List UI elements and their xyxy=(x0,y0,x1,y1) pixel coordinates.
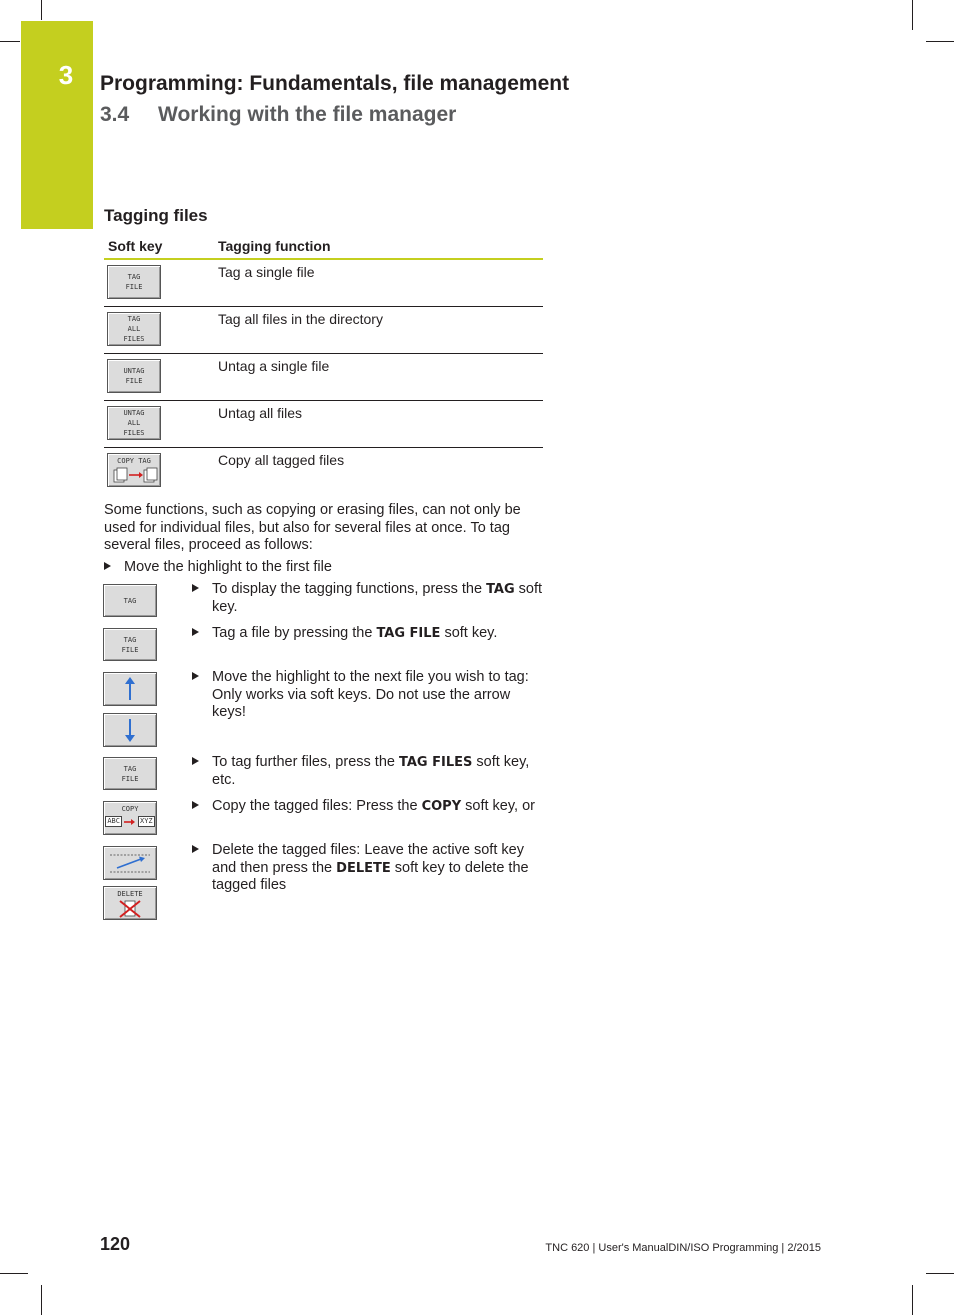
bullet-icon xyxy=(104,559,121,577)
active-softkey[interactable] xyxy=(103,846,157,880)
intro-paragraph: Some functions, such as copying or erasing files, can not only be used for individual files, but also for several files at once. To tag several files, proceed as follows: xyxy=(104,502,521,553)
page-number: 120 xyxy=(100,1234,131,1254)
softkey-label: TAG xyxy=(123,764,137,773)
tag-file-softkey[interactable] xyxy=(107,265,161,299)
softkey-label: TAG xyxy=(123,635,137,644)
arrow-up-icon xyxy=(123,676,137,702)
bullet-icon xyxy=(192,669,209,687)
table-row xyxy=(104,448,543,495)
step-text: Delete the tagged files: Leave the active soft key and then press the DELETE soft key to delete the tagged files xyxy=(212,842,529,893)
tag-file-softkey[interactable] xyxy=(103,628,157,661)
copy-source-label: ABC xyxy=(107,817,120,825)
copy-target-label: XYZ xyxy=(140,817,153,825)
arrow-down-icon xyxy=(123,717,137,743)
softkey-label: FILES xyxy=(123,429,145,437)
arrow-up-softkey[interactable] xyxy=(103,672,157,706)
tag-all-files-softkey[interactable] xyxy=(107,312,161,346)
softkey-label: ALL xyxy=(127,419,141,427)
table-row xyxy=(104,401,543,448)
table-row xyxy=(104,354,543,401)
softkey-label: FILES xyxy=(123,335,145,343)
copy-softkey[interactable] xyxy=(103,801,157,835)
softkey-label: UNTAG xyxy=(123,409,145,417)
function-text: Tag all files in the directory xyxy=(218,311,383,327)
softkey-label: DELETE xyxy=(117,890,143,898)
bullet-icon xyxy=(192,581,209,599)
untag-all-files-softkey[interactable] xyxy=(107,406,161,440)
step-text: To display the tagging functions, press the TAG soft key. xyxy=(212,581,543,615)
copy-files-icon xyxy=(105,816,154,827)
function-text: Untag all files xyxy=(218,405,303,421)
bullet-icon xyxy=(192,625,209,643)
chapter-tab xyxy=(21,21,93,229)
crop-mark xyxy=(926,41,954,42)
table-row xyxy=(104,260,543,307)
softkey-label: TAG xyxy=(127,273,141,281)
crop-mark xyxy=(41,1285,42,1315)
copy-tag-softkey[interactable] xyxy=(107,453,161,487)
softkey-label: TAG xyxy=(123,596,137,605)
section-heading: Tagging files xyxy=(104,206,208,225)
function-text: Untag a single file xyxy=(218,358,330,374)
step-text: To tag further files, press the TAG FILES soft key, etc. xyxy=(212,754,530,788)
tag-file-softkey[interactable] xyxy=(103,757,157,790)
arrow-right-icon xyxy=(124,818,136,826)
chapter-number: 3 xyxy=(58,60,74,90)
bullet-icon xyxy=(192,842,209,860)
softkey-label: FILE xyxy=(125,377,143,385)
softkey-label: ALL xyxy=(127,325,141,333)
softkey-label: FILE xyxy=(121,645,139,654)
step-text: Move the highlight to the next file you wish to tag: Only works via soft keys. Do not use the arrow keys! xyxy=(212,669,529,720)
crop-mark xyxy=(41,0,42,20)
softkey-label: FILE xyxy=(121,774,139,783)
bullet-icon xyxy=(192,754,209,772)
softkey-label: TAG xyxy=(127,315,141,323)
footer-text: TNC 620 | User's ManualDIN/ISO Programming | 2/2015 xyxy=(545,1242,821,1254)
delete-file-icon xyxy=(117,899,143,919)
bullet-icon xyxy=(192,798,209,816)
arrow-down-softkey[interactable] xyxy=(103,713,157,747)
function-text: Tag a single file xyxy=(218,264,315,280)
copy-files-icon xyxy=(110,466,158,484)
step-text: Copy the tagged files: Press the COPY soft key, or xyxy=(212,798,535,814)
section-number: 3.4 xyxy=(100,103,130,126)
crop-mark xyxy=(912,0,913,30)
delete-softkey[interactable] xyxy=(103,886,157,920)
softkey-label: FILE xyxy=(125,283,143,291)
untag-file-softkey[interactable] xyxy=(107,359,161,393)
crop-mark xyxy=(0,1273,28,1274)
section-title xyxy=(100,103,456,127)
section-title-text: Working with the file manager xyxy=(158,103,457,126)
chapter-title: Programming: Fundamentals, file management xyxy=(100,72,570,95)
col-softkey: Soft key xyxy=(108,238,163,254)
step-text: Tag a file by pressing the TAG FILE soft key. xyxy=(212,625,498,641)
softkey-label: COPY xyxy=(121,805,139,813)
table-header xyxy=(104,236,543,260)
crop-mark xyxy=(926,1273,954,1274)
highlight-lines-icon xyxy=(107,850,153,876)
table-row xyxy=(104,307,543,354)
col-function: Tagging function xyxy=(218,238,331,254)
crop-mark xyxy=(912,1285,913,1315)
softkey-table xyxy=(104,236,543,495)
tag-softkey[interactable] xyxy=(103,584,157,617)
step-text: Move the highlight to the first file xyxy=(124,559,332,575)
softkey-label: COPY TAG xyxy=(117,457,151,465)
function-text: Copy all tagged files xyxy=(218,452,345,468)
softkey-label: UNTAG xyxy=(123,367,145,375)
crop-mark xyxy=(0,41,20,42)
